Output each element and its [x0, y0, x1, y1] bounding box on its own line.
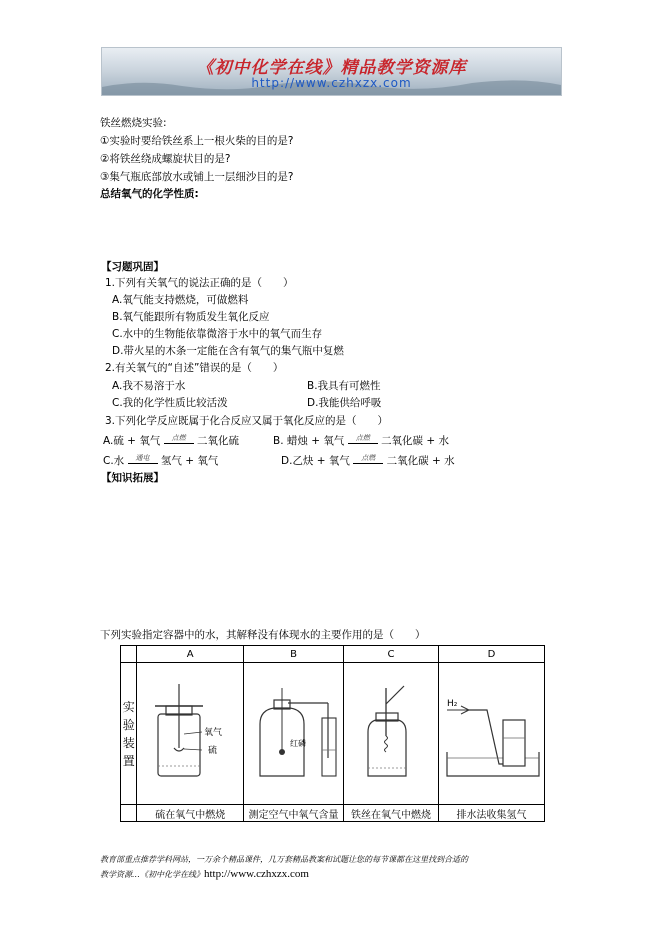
- q3-a-condition: [164, 434, 194, 448]
- column-d-header: D: [439, 646, 545, 663]
- apparatus-d: [439, 663, 545, 805]
- iron-burning-flask-icon: [346, 680, 436, 785]
- q2-stem: 2.有关氧气的“自述”错误的是（ ）: [105, 362, 284, 374]
- header-banner: [101, 47, 562, 96]
- column-a-header: A: [137, 646, 244, 663]
- q2-option-a: A.我不易溶于水: [112, 380, 186, 392]
- row-label-char-3: 装: [122, 735, 135, 750]
- q3-b-condition-label: 点燃: [355, 434, 370, 442]
- row-label-char-1: 实: [122, 699, 135, 714]
- q3-option-b: [273, 434, 449, 448]
- q3-d-condition: [353, 454, 383, 468]
- summary-heading: 总结氧气的化学性质:: [100, 188, 199, 200]
- q3-a-letter: A.: [103, 435, 114, 447]
- q3-b-products: 二氧化碳 + 水: [381, 435, 450, 447]
- q1-option-d: D.带火星的木条一定能在含有氧气的集气瓶中复燃: [112, 345, 344, 357]
- row-label-char-4: 置: [122, 753, 135, 768]
- q3-b-reactants: 蜡烛 + 氧气: [286, 435, 345, 447]
- q3-c-reactants: 水: [113, 455, 125, 467]
- q2-option-c: C.我的化学性质比较活泼: [112, 397, 228, 409]
- column-c-header: C: [344, 646, 439, 663]
- q1-option-a: A.氧气能支持燃烧，可做燃料: [112, 294, 249, 306]
- caption-b: 测定空气中氧气含量: [244, 805, 344, 822]
- q3-b-condition: [348, 434, 378, 448]
- apparatus-a: [137, 663, 244, 805]
- caption-c: 铁丝在氧气中燃烧: [344, 805, 439, 822]
- q3-c-condition-label: 通电: [135, 454, 150, 462]
- q1-option-b: B.氧气能跟所有物质发生氧化反应: [112, 311, 270, 323]
- phosphorus-oxygen-measure-icon: [246, 680, 341, 785]
- footer-line-2-text: 教学资源…《初中化学在线》: [100, 870, 204, 879]
- caption-d: 排水法收集氢气: [439, 805, 545, 822]
- q4-stem: 下列实验指定容器中的水，其解释没有体现水的主要作用的是（ ）: [100, 629, 426, 641]
- label-oxygen: 氧气: [204, 727, 223, 738]
- q3-option-a: [103, 434, 239, 448]
- row-label-char-2: 验: [122, 717, 135, 732]
- q2-option-b: B.我具有可燃性: [307, 380, 381, 392]
- q3-option-c: [103, 454, 218, 468]
- banner-title: 《初中化学在线》精品教学资源库: [196, 58, 467, 78]
- footer-line-2: [100, 867, 570, 882]
- banner-url[interactable]: http://www.czhxzx.com: [251, 76, 412, 90]
- apparatus-c: [344, 663, 439, 805]
- q3-c-letter: C.: [103, 455, 114, 467]
- footer-line-1: 教育部重点推荐学科网站，一万余个精品课件，几万套精品教案和试题让您的每节课都在这里找到合适的: [100, 855, 468, 864]
- q1-stem: 1.下列有关氧气的说法正确的是（ ）: [105, 277, 294, 289]
- q3-d-products: 二氧化碳 + 水: [386, 455, 455, 467]
- apparatus-b: [244, 663, 344, 805]
- hydrogen-water-collection-icon: [439, 680, 544, 785]
- q1-option-c: C.水中的生物能依靠微溶于水中的氧气而生存: [112, 328, 323, 340]
- column-b-header: B: [244, 646, 344, 663]
- label-red-phosphorus: 红磷: [290, 738, 307, 748]
- exercise-heading: 【习题巩固】: [101, 261, 164, 273]
- q3-d-reactants: 乙炔 + 氧气: [292, 455, 350, 467]
- label-hydrogen: H₂: [447, 698, 458, 709]
- q2-option-d: D.我能供给呼吸: [307, 397, 382, 409]
- footer-url[interactable]: http://www.czhxzx.com: [204, 868, 309, 880]
- footer: [100, 853, 570, 882]
- knowledge-heading: 【知识拓展】: [101, 472, 164, 484]
- q3-option-d: [281, 454, 455, 468]
- iron-question-2: ②将铁丝绕成螺旋状目的是?: [100, 153, 231, 165]
- apparatus-table: [120, 645, 545, 822]
- caption-a: 硫在氧气中燃烧: [137, 805, 244, 822]
- sulfur-burning-flask-icon: [140, 680, 240, 785]
- q3-stem: 3.下列化学反应既属于化合反应又属于氧化反应的是（ ）: [105, 415, 389, 427]
- q3-a-condition-label: 点燃: [171, 434, 186, 442]
- q3-a-reactants: 硫 + 氧气: [113, 435, 161, 447]
- row-label: [121, 663, 137, 805]
- q3-c-products: 氢气 + 氧气: [160, 455, 219, 467]
- q3-c-condition: [128, 454, 158, 468]
- iron-question-1: ①实验时要给铁丝系上一根火柴的目的是?: [100, 135, 294, 147]
- iron-heading: 铁丝燃烧实验:: [100, 117, 167, 129]
- q3-d-letter: D.: [281, 455, 293, 467]
- label-sulfur: 硫: [208, 745, 218, 756]
- iron-question-3: ③集气瓶底部放水或铺上一层细沙目的是?: [100, 171, 294, 183]
- q3-b-letter: B.: [273, 435, 284, 447]
- q3-d-condition-label: 点燃: [361, 454, 376, 462]
- q3-a-products: 二氧化硫: [197, 435, 240, 447]
